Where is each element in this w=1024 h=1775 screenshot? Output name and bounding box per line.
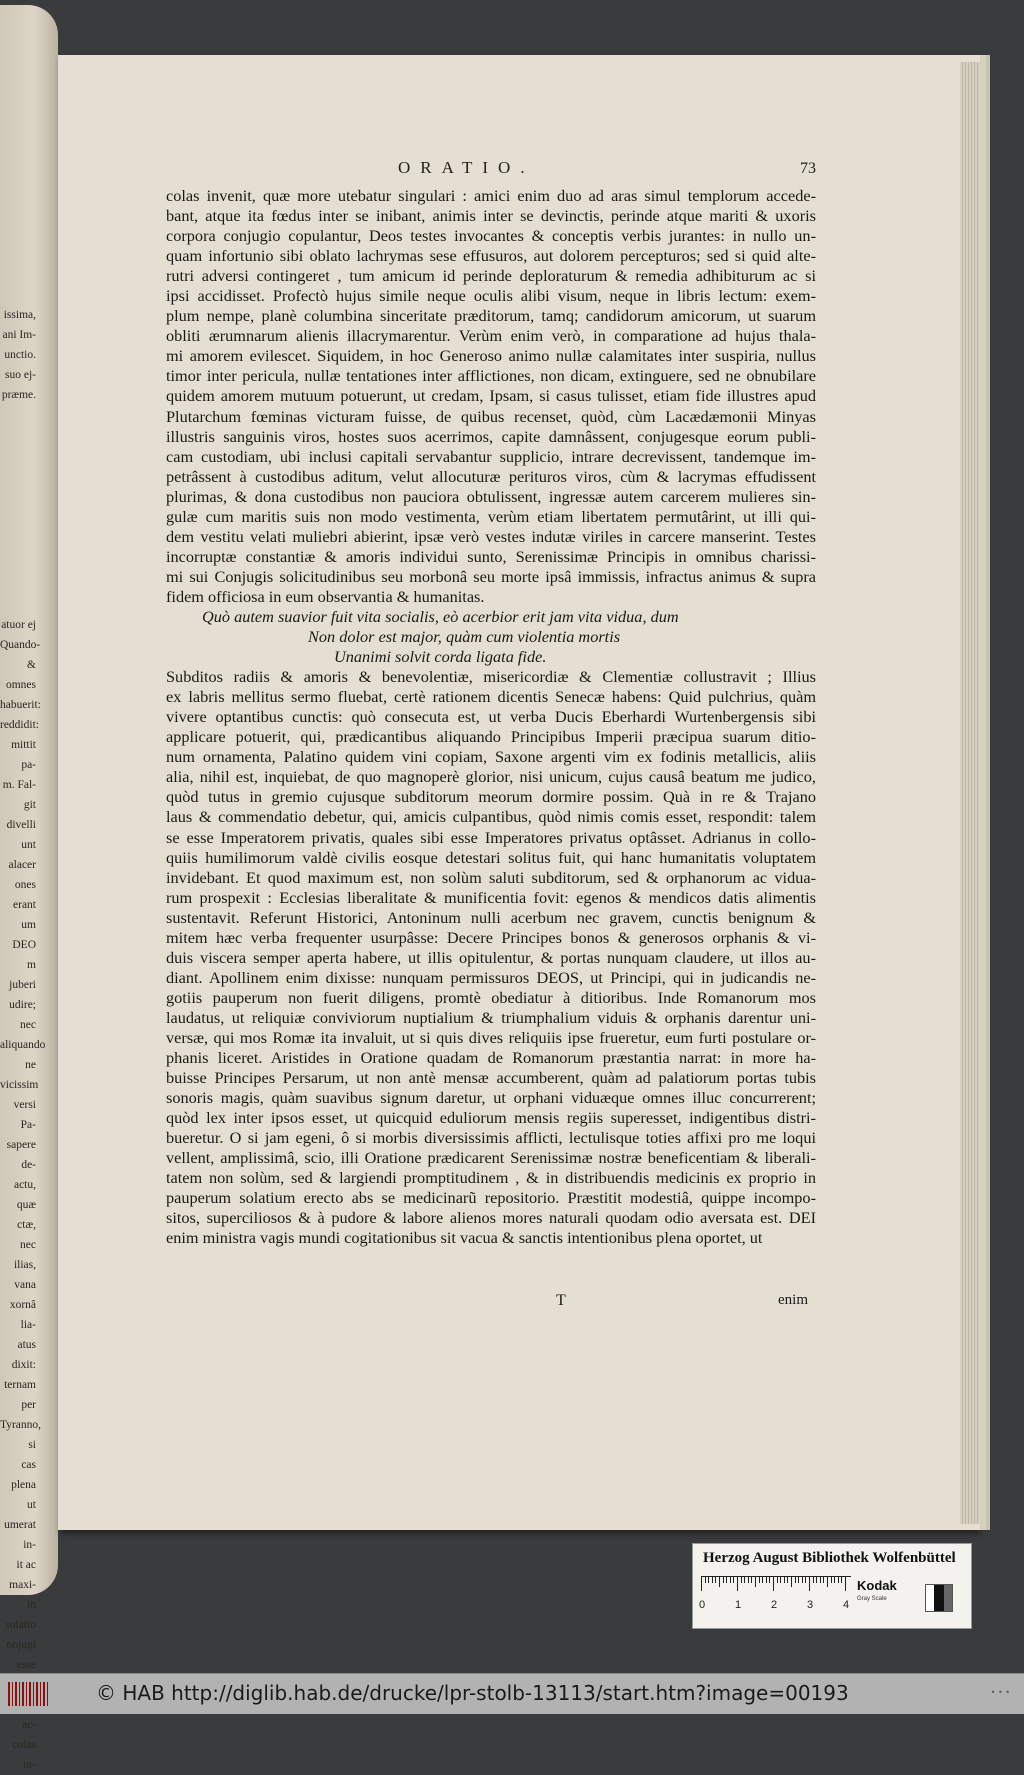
text-line: Plutarchum fœminas victuram fuisse, de quibus recenset, quòd, cùm Lacædæmonii Minyas (166, 406, 816, 426)
ruler-label: 2 (771, 1599, 778, 1611)
margin-fragment: xornâ lia- (9, 1299, 36, 1331)
ruler-tick (802, 1577, 803, 1583)
text-line: sustentavit. Referunt Historici, Antoninum nulli acerbum nec gravem, cunctis benignum & (166, 907, 816, 927)
margin-fragment: m juberi (9, 959, 36, 991)
margin-fragment: onjugi esse (6, 1639, 36, 1671)
transition-line: Quò autem suavior fuit vita socialis, eò acerbior erit jam vita vidua, dum (202, 606, 679, 626)
text-line: mitem hæc verba frequenter usurpâsse: Decere Principes bonos & generosos orphanis & vi- (166, 927, 816, 947)
text-line: colas invenit, quæ more utebatur singulari : amici enim duo ad aras simul templorum accede- (166, 186, 816, 205)
ruler-tick (705, 1577, 706, 1583)
left-margin-fragments-top (0, 305, 36, 405)
gray-patch (925, 1584, 953, 1612)
ruler-tick (798, 1577, 799, 1583)
ruler-tick (737, 1577, 738, 1591)
ruler-tick (748, 1577, 749, 1583)
footer-dots: • • • (990, 1688, 1010, 1697)
margin-fragment: Quando- (0, 639, 41, 651)
ruler-tick (741, 1577, 742, 1583)
ruler-tick (838, 1577, 839, 1583)
ruler (701, 1576, 851, 1619)
ruler-tick (784, 1577, 785, 1583)
ruler-tick (708, 1577, 709, 1583)
ruler-tick (791, 1577, 792, 1587)
margin-fragment: atus dixit: (11, 1339, 36, 1371)
margin-fragment: suo ej- (5, 369, 36, 381)
margin-fragment: ne vicissim (0, 1059, 39, 1091)
ruler-tick (813, 1577, 814, 1583)
text-line: incorruptæ constantiæ & amoris individui sunto, Serenissimæ Principis in omnibus charissi- (166, 546, 816, 566)
page-edges (960, 62, 980, 1524)
text-line: duis viscera semper aperta habere, ut illis opitulentur, & portas nunquam claudere, ut illos au- (166, 947, 816, 967)
text-line: quam infortunio sibi oblato lachrymas sese effusuros, aut dolorem percepturos; sed si quid alte- (166, 246, 816, 266)
paragraph-2 (166, 667, 816, 1248)
hab-logo-icon (8, 1682, 48, 1706)
margin-fragment: udire; nec (9, 999, 36, 1031)
ruler-label: 0 (699, 1599, 706, 1611)
color-calibration-chart (692, 1543, 972, 1629)
ruler-tick (762, 1577, 763, 1583)
ruler-tick (733, 1577, 734, 1583)
text-line: bant, atque ita fœdus inter se inibant, animis inter se devinctis, perinde atque mariti & uxoris (166, 206, 816, 226)
kodak-logo: Kodak (857, 1578, 897, 1593)
text-line: sitos, superciliosos & à pudore & labore alienos mores naturali quodam odio aversata est. DEI (166, 1208, 816, 1228)
margin-fragment: sapere de- (6, 1139, 36, 1171)
text-line: obliti ærumnarum alienis illacrymarentur. Verùm enim verò, in comparatione ad hujus thala- (166, 326, 816, 346)
text-line: se esse Imperatorem privatis, quales sibi esse Imperatores privatus optâsset. Adrianus in collo- (166, 827, 816, 847)
ruler-tick (769, 1577, 770, 1583)
footer-url-text[interactable]: © HAB http://diglib.hab.de/drucke/lpr-stolb-13113/start.htm?image=00193 (96, 1681, 849, 1705)
margin-fragment: git divelli (6, 799, 36, 831)
text-line: plum nempe, planè columbina sinceritate præditorum, tamq; candidorum amicorum, ut suarum (166, 306, 816, 326)
text-line: laus & commendatio debetur, qui, amicis culpantibus, quòd nimis comis esset, respondit: talem (166, 807, 816, 827)
text-line: quòd lex inter ipsos esset, ut quicquid eduliorum mensis regiis superesset, indigentibus distri- (166, 1108, 816, 1128)
text-line: diant. Apollinem enim dixisse: nunquam permissuros DEOS, ut Principi, qui in judicandis ne- (166, 967, 816, 987)
page-number: 73 (800, 160, 816, 177)
text-line: applicare potuerit, qui, prædicantibus aliquando Principibus Imperii præcipua suarum ditio- (166, 727, 816, 747)
signature-mark: T (556, 1292, 566, 1309)
margin-fragment: cas plena ut (11, 1459, 36, 1511)
margin-fragment: & omnes (5, 659, 36, 691)
ruler-label: 3 (807, 1599, 814, 1611)
margin-fragment: ilias, vana (13, 1259, 36, 1291)
text-line: quòd tutus in gremio cujusque subditorum meorum dormire possim. Quà in re & Trajano (166, 787, 816, 807)
text-line: vivere optantibus cunctis: quò consecuta est, ut verba Ducis Eberhardi Wurtenbergensis sibi (166, 707, 816, 727)
ruler-tick (780, 1577, 781, 1583)
margin-fragment: versi Pa- (13, 1099, 36, 1131)
page-text-block (166, 158, 816, 1248)
text-line: enim ministra vagis mundi cogitationibus sit vacua & sanctis intentionibus plena oportet, ut (166, 1228, 763, 1248)
text-line: vellent, amplissimâ, scio, illi Oratione prædicarent Serenissimæ nostræ beneficentiam & liberali- (166, 1148, 816, 1168)
text-line: mi amorem evilescet. Siquidem, in hoc Generoso animo nullæ calamitates inter suspiria, nullus (166, 346, 816, 366)
ruler-label: 4 (843, 1599, 850, 1611)
ruler-tick (820, 1577, 821, 1583)
text-line: sonoris magis, quàm suavibus signum daretur, ut orphani viduæque omnes illuc concurrerent; (166, 1088, 816, 1108)
margin-fragment: ctæ, nec (17, 1219, 36, 1251)
ruler-tick (759, 1577, 760, 1583)
margin-fragment: reddidit: (0, 719, 39, 731)
ruler-tick (795, 1577, 796, 1583)
text-line: dem vestitu velati muliebri abierint, ipsæ verò vestes indutæ viriles in carcere manserint. Testes (166, 526, 816, 546)
text-line: ipsi accidisset. Profectò hujus simile neque oculis alibi visum, neque in libris lectum: exem- (166, 286, 816, 306)
text-line: cam custodiam, ubi inclusi capitali servabantur supplicio, intrare decrevissent, tandemque im- (166, 446, 816, 466)
text-line: tatem non solùm, sed & largiendi promptitudinem , & in distribuendis medicinis ex proprio in (166, 1168, 816, 1188)
left-margin-fragments-bottom (0, 615, 46, 1775)
margin-fragment: atuor ej (1, 619, 36, 631)
text-line: phanis liceret. Aristides in Oratione quadam de Romanorum præstantia narrat: in more ha- (166, 1048, 816, 1068)
margin-fragment: umerat in- (4, 1519, 36, 1551)
chart-title: Herzog August Bibliothek Wolfenbüttel (703, 1550, 956, 1566)
margin-fragment: ac- (21, 1719, 36, 1731)
ruler-tick (841, 1577, 842, 1583)
running-head-title: ORATIO. (398, 158, 535, 177)
catchword: enim (778, 1292, 808, 1308)
margin-fragment: ternam per (4, 1379, 36, 1411)
margin-fragment: ani Im- (2, 329, 36, 341)
margin-fragment: unctio. (4, 349, 36, 361)
footer-bar (0, 1673, 1024, 1714)
text-line: pauperum solatium erecto abs se medicinarũ repositorio. Præstitit modestiâ, quippe incompo- (166, 1188, 816, 1208)
ruler-tick (723, 1577, 724, 1583)
text-line: rum prospexit : Ecclesias liberalitate & munificentia fovit: egenos & mendicos datis alimentis (166, 887, 816, 907)
ruler-tick (766, 1577, 767, 1583)
verse-line-2: Unanimi solvit corda ligata fide. (334, 647, 547, 667)
ruler-tick (744, 1577, 745, 1583)
ruler-tick (701, 1577, 702, 1591)
ruler-tick (755, 1577, 756, 1587)
margin-fragment: præme. (1, 389, 36, 401)
running-head (166, 158, 816, 184)
margin-fragment: Tyranno, si (0, 1419, 42, 1451)
paragraph-1 (166, 186, 816, 607)
ruler-tick (816, 1577, 817, 1583)
text-line: plurimas, & dona custodibus non pauciora obtulissent, ingressæ autem carcerem mulieres sin- (166, 486, 816, 506)
ruler-tick (773, 1577, 774, 1591)
ruler-label: 1 (735, 1599, 742, 1611)
text-line: ex labris mellitus sermo fluebat, certè rationem dicentis Senecæ habens: Quid pulchrius, quàm (166, 687, 816, 707)
text-line: fidem officiosa in eum observantia & humanitas. (166, 586, 485, 606)
ruler-tick (715, 1577, 716, 1583)
text-line: corpora conjugio copulantur, Deos testes invocantes & conceptis verbis jurantes: in nullo un- (166, 226, 816, 246)
text-line: laudatus, ut reliquiæ conviviorum nuptialium & triumphalium viduis & orphanis darentur uni- (166, 1007, 816, 1027)
gray-scale-label: Gray Scale (857, 1596, 887, 1602)
ruler-tick (751, 1577, 752, 1583)
margin-fragment: colas in- (12, 1739, 36, 1771)
text-line: num ornamenta, Palatino quidem vini copiam, Saxone argenti vim ex fodinis metallicis, aliis (166, 747, 816, 767)
text-line: gotiis pauperum non fuerit diligens, promtè obediatur à ditioribus. Inde Romanorum mos (166, 987, 816, 1007)
ruler-tick (805, 1577, 806, 1583)
margin-fragment: ones erant (13, 879, 36, 911)
ruler-tick (834, 1577, 835, 1583)
text-line: quidem amorem mutuum potuerunt, ut credam, Ipsam, si casus tulisset, etiam fide illustres apud (166, 386, 816, 406)
ruler-tick (827, 1577, 828, 1587)
margin-fragment: in solatio (5, 1599, 36, 1631)
text-line: gulæ cum maritis suis non modo vestimenta, verùm etiam libertatem permutârint, ut illi qui- (166, 506, 816, 526)
ruler-tick (787, 1577, 788, 1583)
margin-fragment: actu, quæ (13, 1179, 36, 1211)
margin-fragment: um DEO (12, 919, 36, 951)
verse-line-1: Non dolor est major, quàm cum violentia mortis (308, 627, 621, 647)
margin-fragment: unt alacer (8, 839, 36, 871)
text-line: alia, nihil est, inquiebat, de quo magnoperè glorior, nisi unicum, cujus causâ beatum me judico, (166, 767, 816, 787)
margin-fragment: aliquando (0, 1039, 46, 1051)
text-line: timor inter pericula, nullæ tentationes inter afflictiones, non dicam, extinguere, sed ne obnubilare (166, 366, 816, 386)
text-line: bueretur. O si jam egeni, ô si morbis diversissimis afflicti, lectulisque toties affixi pro me loqui (166, 1128, 816, 1148)
ruler-tick (726, 1577, 727, 1583)
ruler-tick (831, 1577, 832, 1583)
text-line: illustris sanguinis viros, hostes suos acerrimos, capite damnâssent, conjugesque eorum publi- (166, 426, 816, 446)
text-line: invidebant. Et quod maximum est, non solùm saluti subditorum, sed & orphanorum ac vidua- (166, 867, 816, 887)
ruler-tick (823, 1577, 824, 1583)
text-line: quiis humilimorum valdè civilis eosque detestari solitus fuit, qui hanc humanitatis voluptatem (166, 847, 816, 867)
previous-page-edge (0, 5, 58, 1771)
ruler-tick (845, 1577, 846, 1591)
margin-fragment: it ac maxi- (9, 1559, 36, 1591)
ruler-tick (730, 1577, 731, 1583)
ruler-tick (719, 1577, 720, 1587)
text-line: versæ, qui mos Romæ ita invaluit, ut si quis dives reliquiis ipse frueretur, eum furti postulare or- (166, 1027, 816, 1047)
text-line: buisse Principes Persarum, ut non antè mensæ accumberent, quàm ad palatiorum portas tubis (166, 1068, 816, 1088)
ruler-tick (712, 1577, 713, 1583)
text-line: Subditos radiis & amoris & benevolentiæ, misericordiæ & Clementiæ collustravit ; Illius (166, 667, 816, 687)
text-line: mi sui Conjugis solicitudinibus seu morbonâ seu morte ipsâ immissis, infractus animus & supra (166, 566, 816, 586)
margin-fragment: issima, (3, 309, 36, 321)
text-line: rutri adversi contingeret , tum amicum id perinde deploraturum & remedia adhibiturum ac si (166, 266, 816, 286)
margin-fragment: mittit pa- (11, 739, 36, 771)
ruler-tick (809, 1577, 810, 1591)
ruler-tick (777, 1577, 778, 1583)
text-line: petrâssent à custodibus aditum, velut allocuturæ perituros viros, cùm & lacrymas effudissent (166, 466, 816, 486)
margin-fragment: habuerit: (0, 699, 41, 711)
margin-fragment: m. Fal- (2, 779, 36, 791)
